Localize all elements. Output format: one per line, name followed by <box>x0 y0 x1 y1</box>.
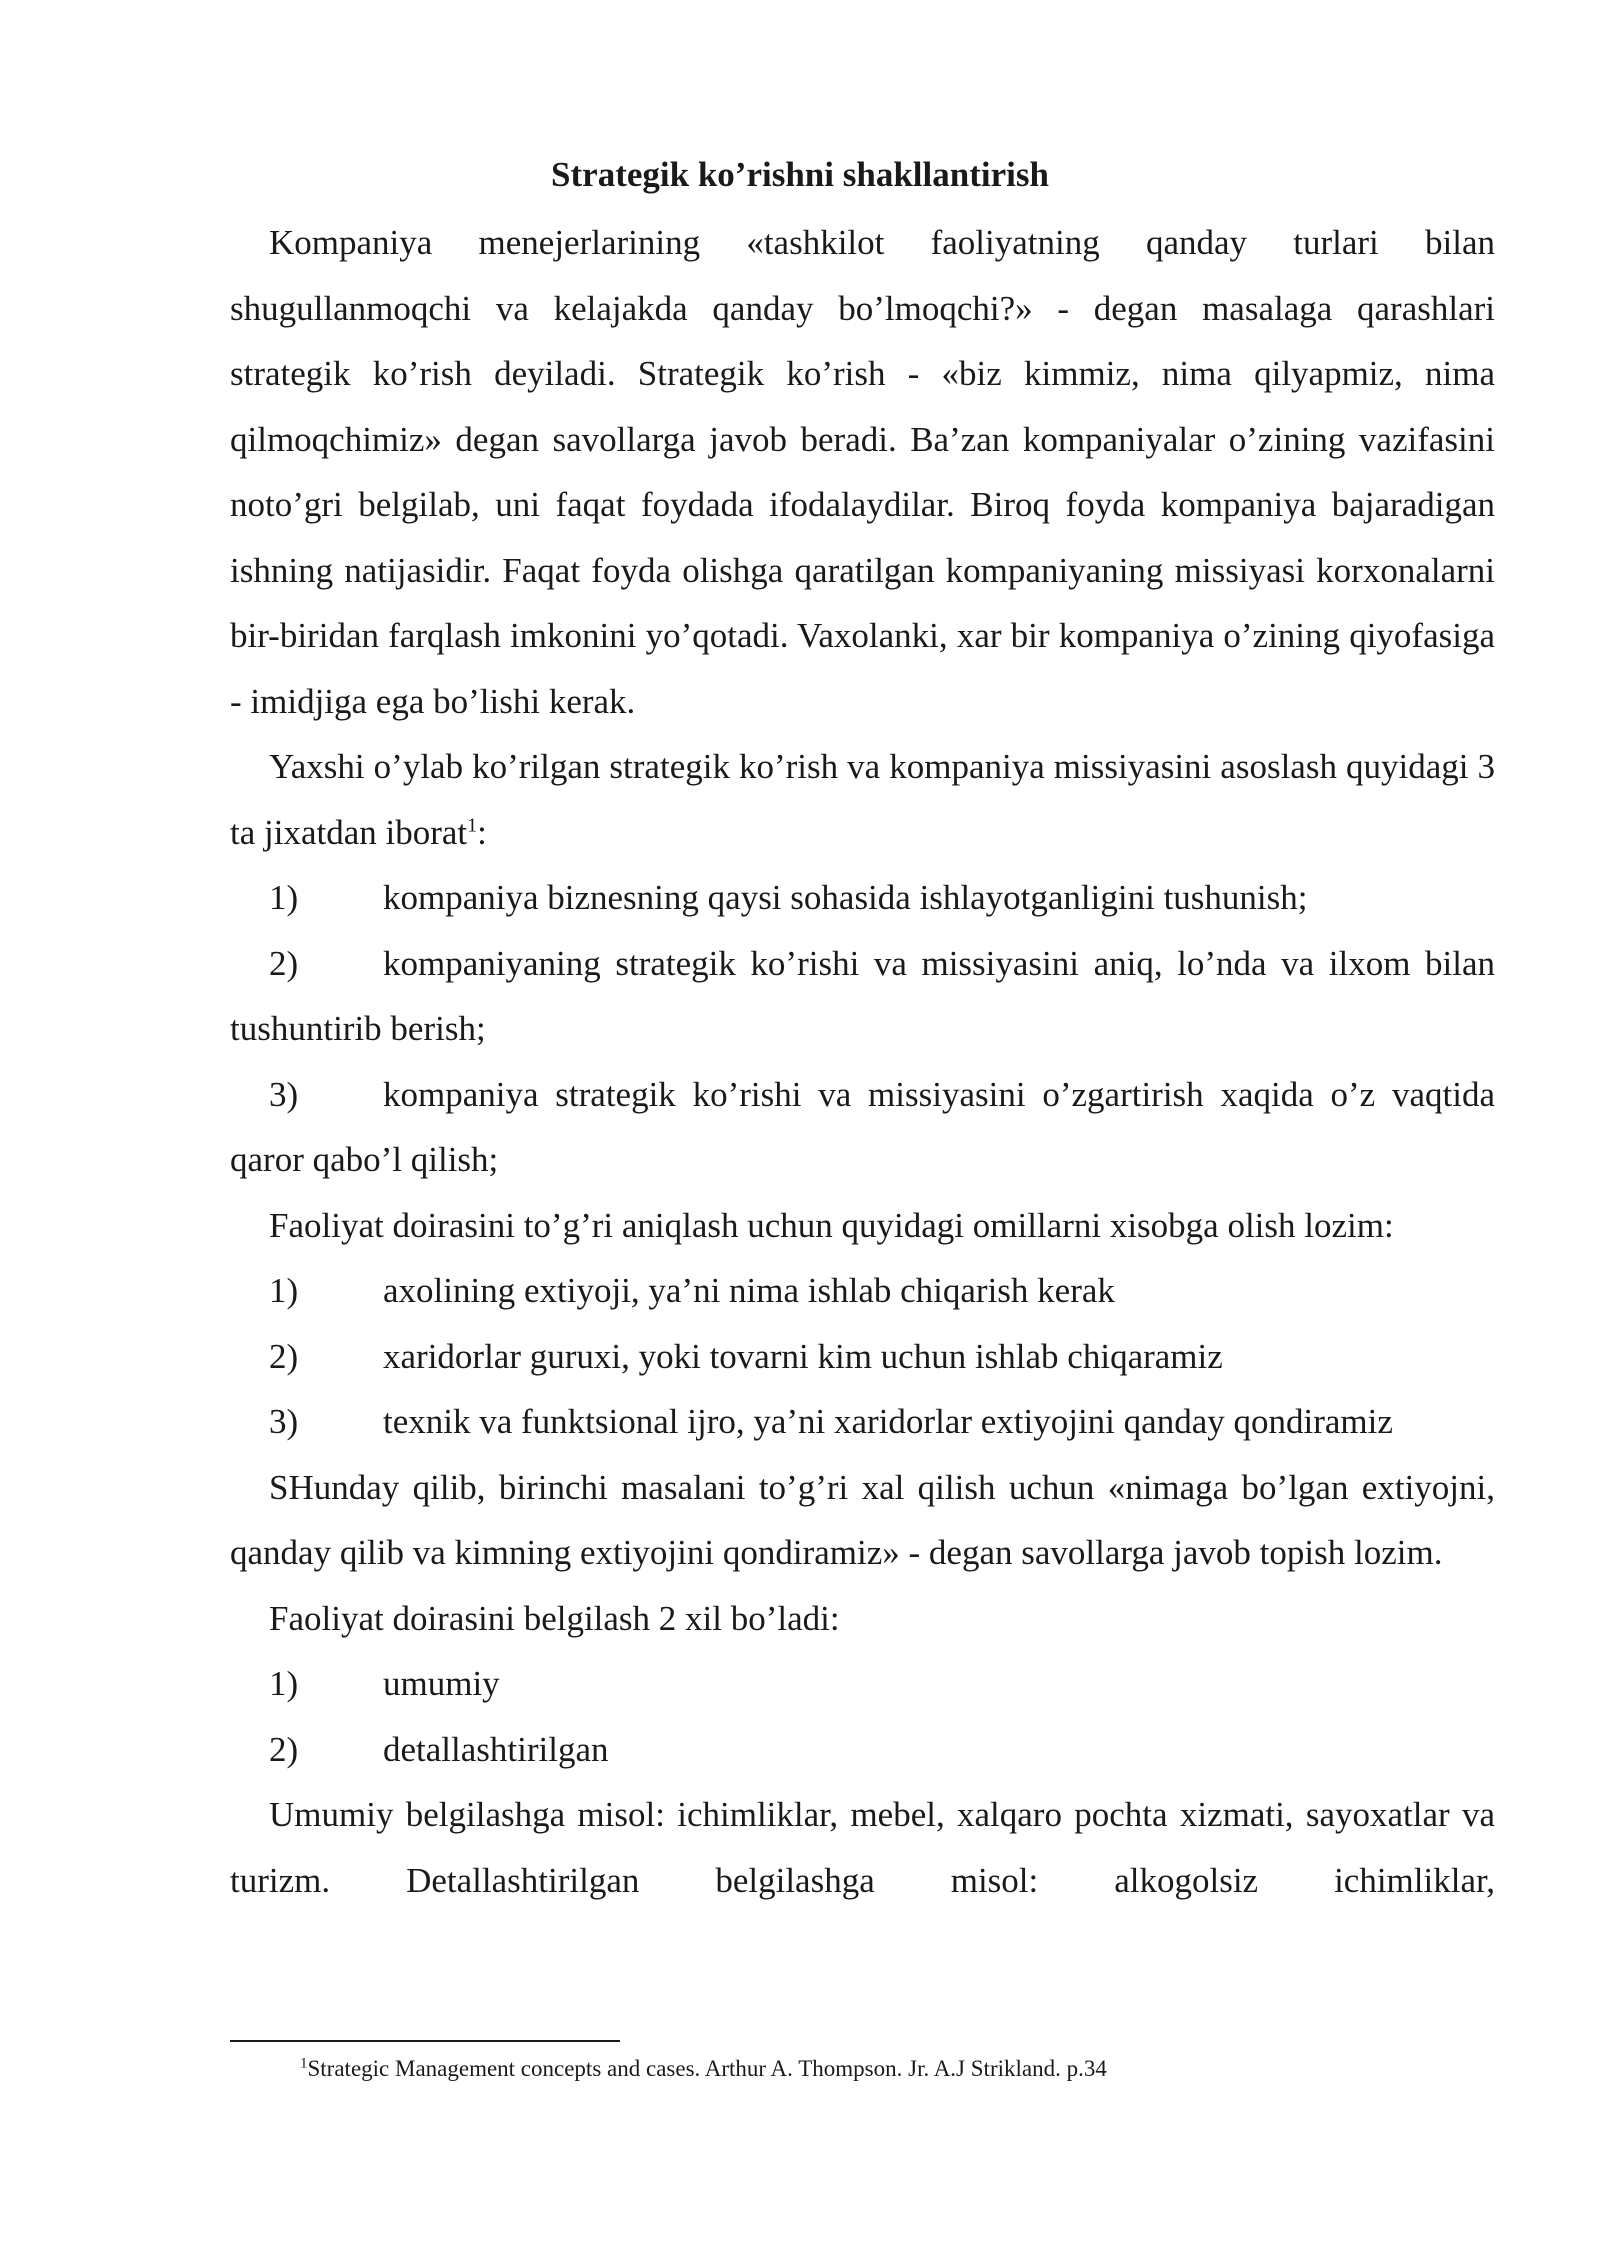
list-item-number: 1) <box>269 878 299 917</box>
body-text <box>230 210 1495 1913</box>
footnote-separator <box>230 2040 620 2042</box>
list-item-number: 2) <box>269 1729 299 1769</box>
list-item-text: xaridorlar guruxi, yoki tovarni kim uchun ishlab chiqaramiz <box>383 1336 1223 1376</box>
list-item-number: 3) <box>269 1402 299 1441</box>
footnote-reference[interactable]: 1 <box>467 813 478 836</box>
list-item-text: detallashtirilgan <box>383 1729 609 1769</box>
paragraph-aspects <box>230 734 1495 865</box>
list-item-number: 1) <box>269 1664 299 1703</box>
list-item <box>230 1324 1495 1390</box>
page-title: Strategik ko’rishni shakllantirish <box>551 155 1049 194</box>
list-item <box>230 1258 1495 1324</box>
list-item-text: umumiy <box>383 1664 500 1703</box>
list-item <box>230 1717 1495 1783</box>
list-item-number: 2) <box>269 1336 299 1376</box>
list-item-text: texnik va funktsional ijro, ya’ni xaridorlar extiyojini qanday qondiramiz <box>383 1402 1393 1441</box>
list-item-text: kompaniya biznesning qaysi sohasida ishlayotganligini tushunish; <box>383 878 1308 917</box>
list-item <box>230 931 1495 1062</box>
paragraph-examples: Umumiy belgilashga misol: ichimliklar, mebel, xalqaro pochta xizmati, sayoxatlar va turizm. Detallashtirilgan belgilashga misol: alkogolsiz ichimliklar, <box>230 1795 1495 1900</box>
list-item <box>230 1389 1495 1455</box>
list-item-number: 3) <box>269 1074 299 1114</box>
list-item-text: axolining extiyoji, ya’ni nima ishlab chiqarish kerak <box>383 1271 1115 1310</box>
paragraph-conclusion: SHunday qilib, birinchi masalani to’g’ri xal qilish uchun «nimaga bo’lgan extiyojni, qanday qilib va kimning extiyojini qondiramiz» - degan savollarga javob topish lozim. <box>230 1467 1495 1572</box>
list-item-text: kompaniyaning strategik ko’rishi va missiyasini aniq, lo’nda va ilxom bilan tushuntirib berish; <box>230 943 1495 1048</box>
paragraph-scope-types: Faoliyat doirasini belgilash 2 xil bo’ladi: <box>269 1598 840 1638</box>
paragraph-aspects-text: Yaxshi o’ylab ko’rilgan strategik ko’rish va kompaniya missiyasini asoslash quyidagi 3 ta jixatdan iborat <box>230 747 1495 852</box>
list-item <box>230 1651 1495 1717</box>
paragraph-intro: Kompaniya menejerlarining «tashkilot faoliyatning qanday turlari bilan shugullanmoqchi va kelajakda qanday bo’lmoqchi?» - degan masalaga qarashlari strategik ko’rish deyiladi. Strategik ko’rish - «biz kimmiz, nima qilyapmiz, nima qilmoqchimiz» degan savollarga javob beradi. Ba’zan kompaniyalar o’zining vazifasini noto’gri belgilab, uni faqat foydada ifodalaydilar. Biroq foyda kompaniya bajaradigan ishning natijasidir. Faqat foyda olishga qaratilgan kompaniyaning missiyasi korxonalarni bir-biridan farqlash imkonini yo’qotadi. Vaxolanki, xar bir kompaniya o’zining qiyofasiga - imidjiga ega bo’lishi kerak. <box>230 223 1495 721</box>
list-item-text: kompaniya strategik ko’rishi va missiyasini o’zgartirish xaqida o’z vaqtida qaror qabo’l qilish; <box>230 1074 1495 1179</box>
list-item-number: 2) <box>269 943 299 983</box>
list-item <box>230 1062 1495 1193</box>
footnote <box>300 2052 1480 2086</box>
footnote-text: Strategic Management concepts and cases. Arthur A. Thompson. Jr. A.J Strikland. p.34 <box>307 2056 1107 2081</box>
list-item-number: 1) <box>269 1271 299 1310</box>
list-item <box>230 865 1495 931</box>
footnote-number: 1 <box>300 2055 308 2072</box>
paragraph-factors: Faoliyat doirasini to’g’ri aniqlash uchun quyidagi omillarni xisobga olish lozim: <box>269 1205 1394 1245</box>
paragraph-aspects-end: : <box>477 812 487 852</box>
